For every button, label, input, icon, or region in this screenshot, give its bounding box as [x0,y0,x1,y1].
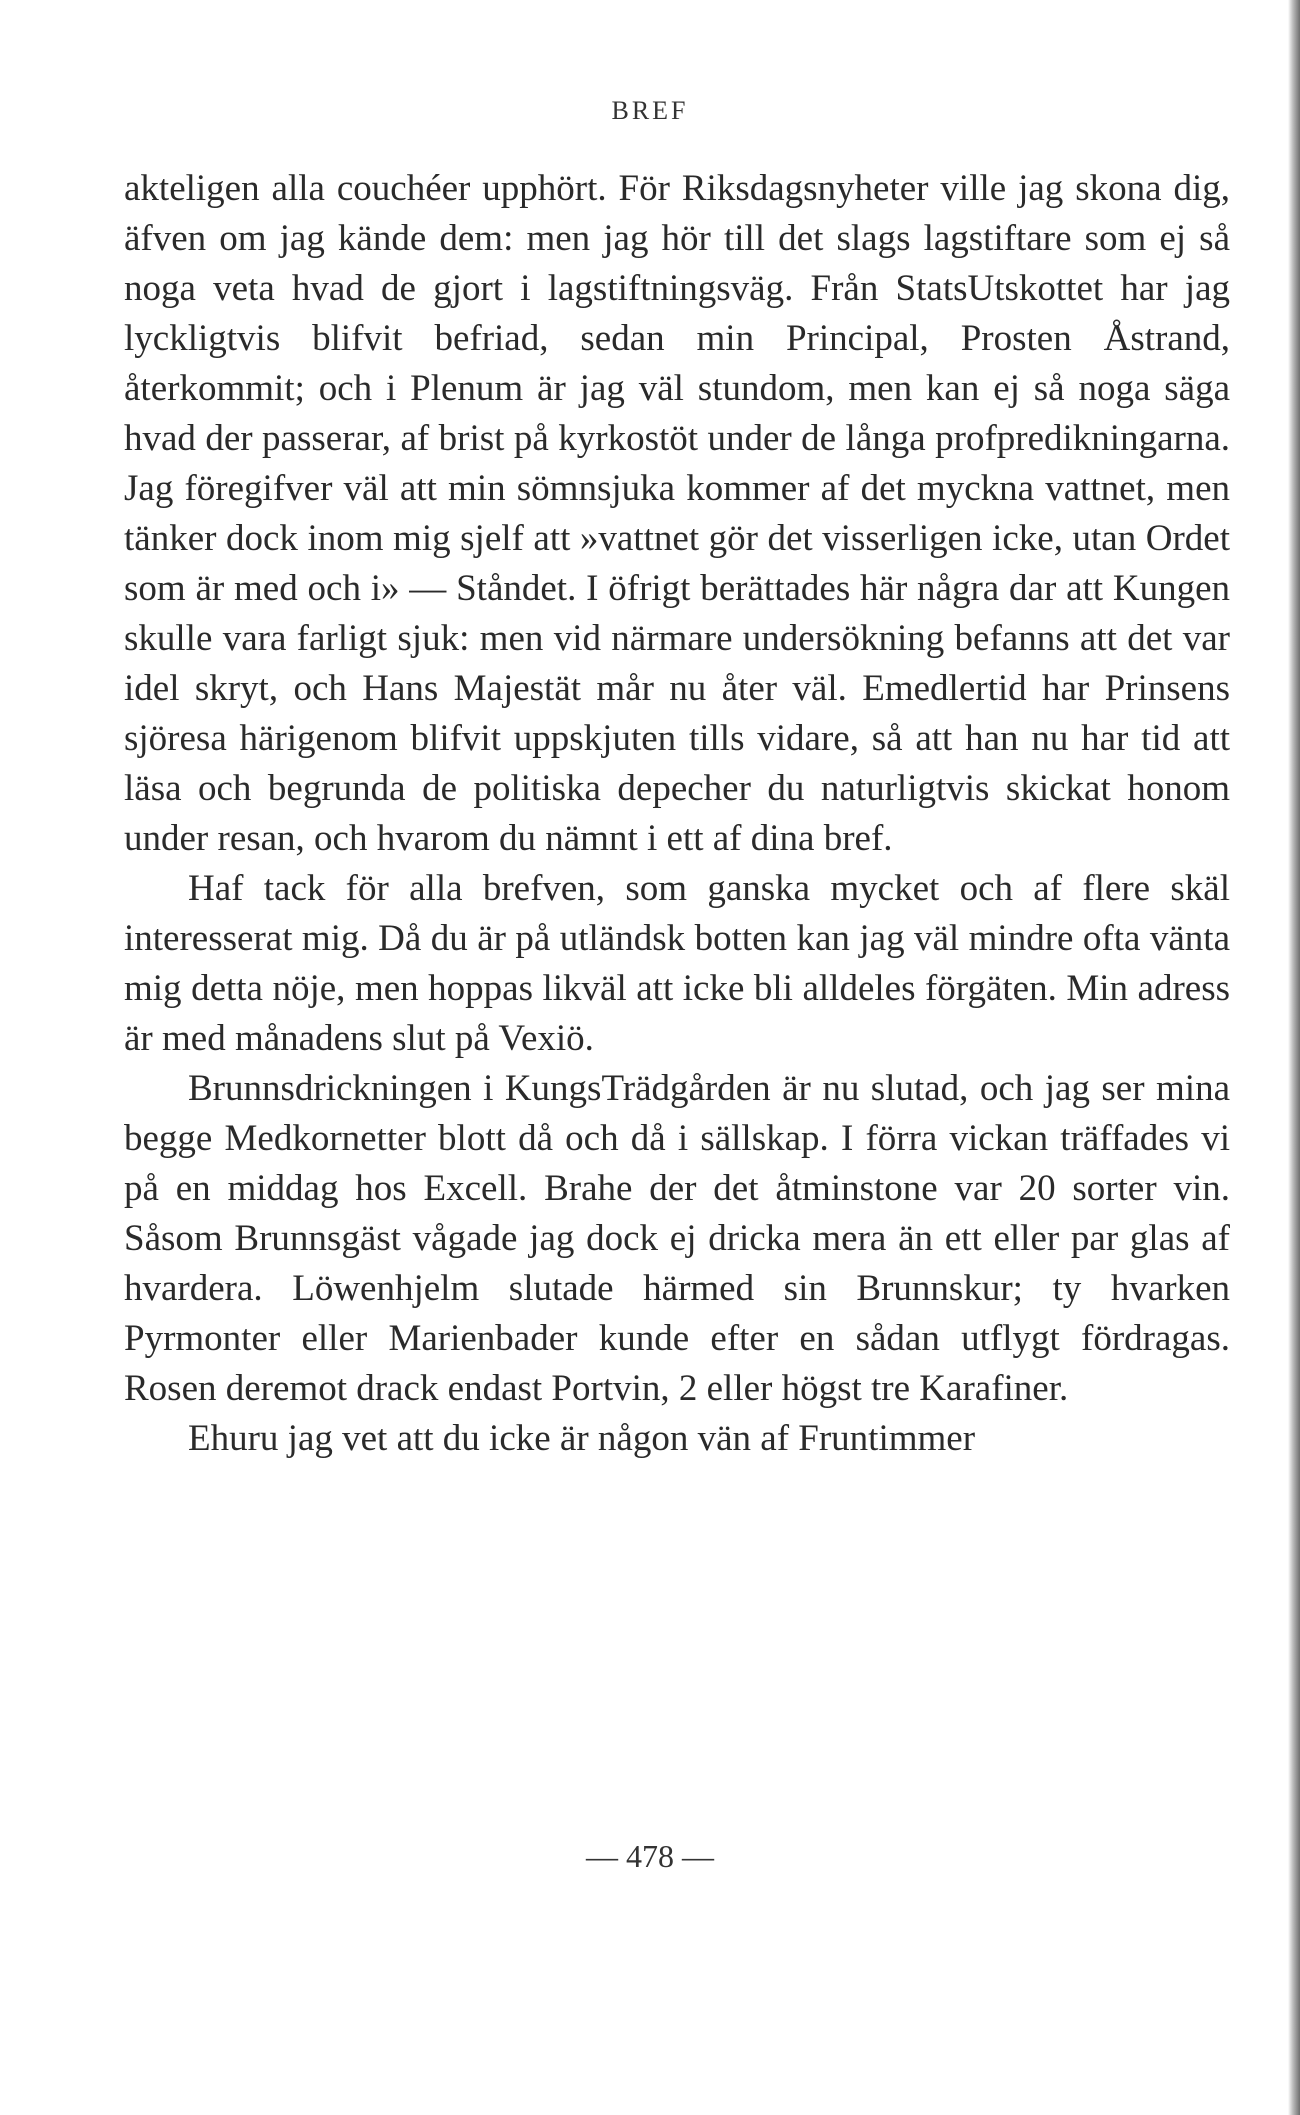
page-edge-shadow [1288,0,1300,2115]
paragraph-1: akteligen alla couchéer upphört. För Riksdagsnyheter ville jag skona dig, äfven om jag kände dem: men jag hör till det slags lagstiftare som ej så noga veta hvad de gjort i lagstiftningsväg. Från StatsUtskottet har jag lyckligtvis blifvit befriad, sedan min Principal, Prosten Åstrand, återkommit; och i Plenum är jag väl stundom, men kan ej så noga säga hvad der passerar, af brist på kyrkostöt under de långa profpredikningarna. Jag föregifver väl att min sömnsjuka kommer af det myckna vattnet, men tänker dock inom mig sjelf att »vattnet gör det visserligen icke, utan Ordet som är med och i» — Ståndet. I öfrigt berättades här några dar att Kungen skulle vara farligt sjuk: men vid närmare undersökning befanns att det var idel skryt, och Hans Majestät mår nu åter väl. Emedlertid har Prinsens sjöresa härigenom blifvit uppskjuten tills vidare, så att han nu har tid att läsa och begrunda de politiska depecher du naturligtvis skickat honom under resan, och hvarom du nämnt i ett af dina bref. [124,168,1230,859]
letter-body [124,164,1230,1464]
paragraph-4: Ehuru jag vet att du icke är någon vän af Fruntimmer [188,1418,976,1459]
paragraph-3: Brunnsdrickningen i KungsTrädgården är nu slutad, och jag ser mina begge Medkornetter blott då och då i sällskap. I förra vickan träffades vi på en middag hos Excell. Brahe der det åtminstone var 20 sorter vin. Såsom Brunnsgäst vågade jag dock ej dricka mera än ett eller par glas af hvardera. Löwenhjelm slutade härmed sin Brunnskur; ty hvarken Pyrmonter eller Marienbader kunde efter en sådan utflygt fördragas. Rosen deremot drack endast Portvin, 2 eller högst tre Karafiner. [124,1068,1230,1409]
running-header: BREF [611,96,689,125]
page-number: — 478 — [586,1838,714,1874]
paragraph-2: Haf tack för alla brefven, som ganska mycket och af flere skäl interesserat mig. Då du är på utländsk botten kan jag väl mindre ofta vänta mig detta nöje, men hoppas likväl att icke bli alldeles förgäten. Min adress är med månadens slut på Vexiö. [124,868,1230,1059]
